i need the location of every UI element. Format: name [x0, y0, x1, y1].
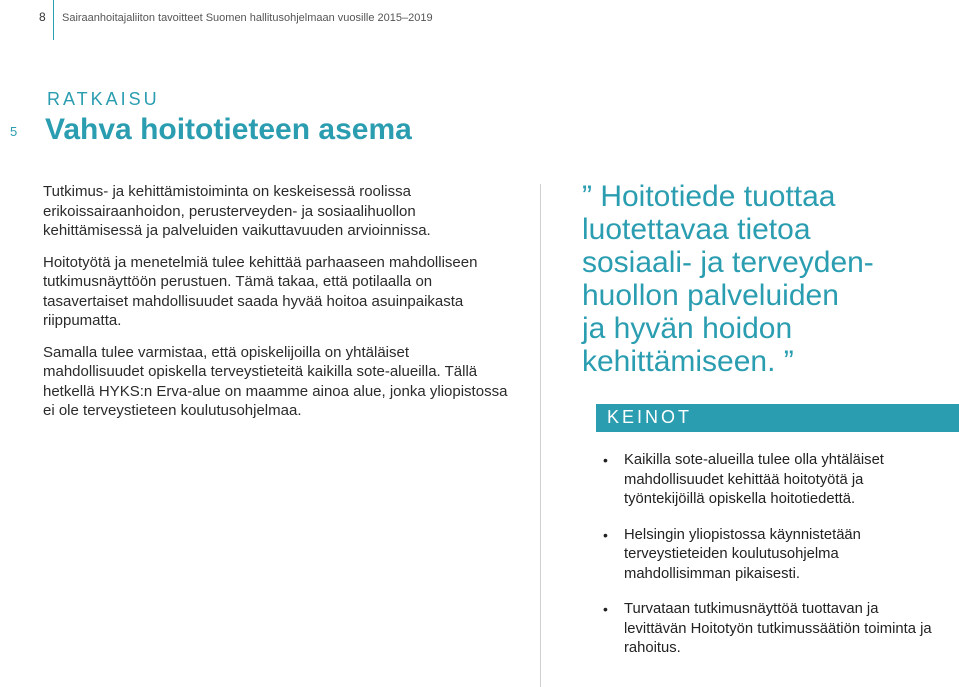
- section-title: Vahva hoitotieteen asema: [45, 113, 412, 146]
- body-paragraph: Samalla tulee varmistaa, että opiskelijoilla on yhtäläiset mahdollisuudet opiskella terveystieteitä kaikilla sote-alueilla. Tällä hetkellä HYKS:n Erva-alue on maamme ainoa alue, jonka yliopistossa ei ole terveystieteen koulutusohjelmaa.: [43, 343, 508, 419]
- quote-line: huollon palveluiden: [582, 279, 839, 312]
- body-paragraph: Hoitotyötä ja menetelmiä tulee kehittää parhaaseen mahdolliseen tutkimusnäyttöön perustuen. Tämä takaa, että potilaalla on tasavertaiset mahdollisuudet saada hyvää hoitoa asuinpaikasta riippumatta.: [43, 253, 478, 329]
- measures-item: [603, 600, 933, 659]
- measures-item-text: Kaikilla sote-alueilla tulee olla yhtäläiset mahdollisuudet kehittää hoitotyötä ja työntekijöillä opiskella hoitotiedettä.: [624, 452, 884, 507]
- measures-item-text: Helsingin yliopistossa käynnistetään terveystieteiden koulutusohjelma mahdollisimman pikaisesti.: [624, 526, 861, 582]
- measures-header: [596, 404, 959, 432]
- column-divider: [540, 184, 541, 687]
- chapter-number: 5: [10, 124, 18, 139]
- quote-line: luotettavaa tietoa: [582, 213, 811, 246]
- pull-quote: [582, 180, 942, 378]
- quote-line: ja hyvän hoidon: [582, 312, 793, 345]
- measures-item: [603, 451, 933, 510]
- bullet-icon: •: [603, 452, 608, 468]
- page-header: [0, 0, 959, 42]
- section-label: RATKAISU: [47, 89, 160, 109]
- measures-label: KEINOT: [607, 407, 693, 427]
- measures-item: [603, 526, 933, 585]
- quote-line: kehittämiseen. ”: [582, 345, 794, 378]
- bullet-icon: •: [603, 601, 608, 617]
- quote-line: ” Hoitotiede tuottaa: [582, 180, 836, 213]
- body-text: [43, 182, 513, 433]
- quote-line: sosiaali- ja terveyden-: [582, 246, 874, 279]
- page-number: 8: [39, 10, 46, 24]
- header-divider: [53, 0, 54, 40]
- body-paragraph: Tutkimus- ja kehittämistoiminta on keskeisessä roolissa erikoissairaanhoidon, perusterveyden- ja sosiaalihuollon kehittämisessä ja palveluiden vaikuttavuuden arvioinnissa.: [43, 183, 431, 239]
- bullet-icon: •: [603, 526, 608, 543]
- measures-item-text: Turvataan tutkimusnäyttöä tuottavan ja levittävän Hoitotyön tutkimussäätiön toiminta ja rahoitus.: [624, 601, 932, 656]
- measures-list: [603, 451, 933, 675]
- running-head: Sairaanhoitajaliiton tavoitteet Suomen hallitusohjelmaan vuosille 2015–2019: [62, 12, 433, 24]
